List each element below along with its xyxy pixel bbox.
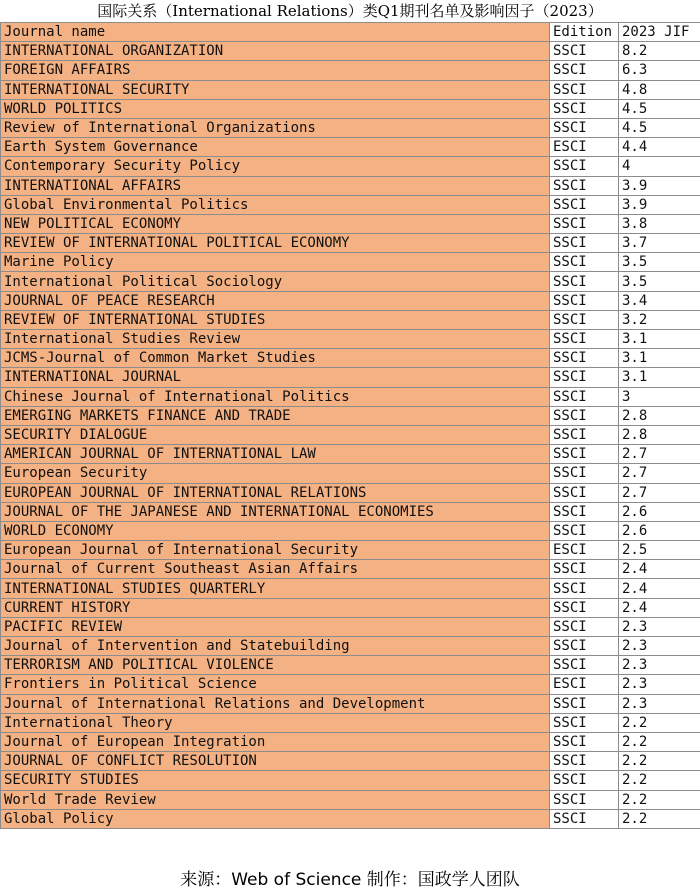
table-row xyxy=(1,61,700,80)
table-row xyxy=(1,349,700,368)
jif-cell: 2.2 xyxy=(619,771,700,790)
jif-cell: 3.8 xyxy=(619,214,700,233)
journal-name-cell: JOURNAL OF CONFLICT RESOLUTION xyxy=(1,752,550,771)
jif-cell: 2.2 xyxy=(619,752,700,771)
edition-cell: SSCI xyxy=(550,80,619,99)
jif-cell: 2.3 xyxy=(619,675,700,694)
edition-cell: SSCI xyxy=(550,598,619,617)
table-row xyxy=(1,195,700,214)
jif-cell: 3 xyxy=(619,387,700,406)
jif-cell: 2.8 xyxy=(619,425,700,444)
jif-cell: 2.2 xyxy=(619,713,700,732)
table-row xyxy=(1,656,700,675)
journal-name-cell: INTERNATIONAL STUDIES QUARTERLY xyxy=(1,579,550,598)
table-row xyxy=(1,272,700,291)
table-row xyxy=(1,790,700,809)
jif-cell: 2.3 xyxy=(619,694,700,713)
jif-cell: 3.4 xyxy=(619,291,700,310)
table-row xyxy=(1,176,700,195)
jif-cell: 2.4 xyxy=(619,579,700,598)
jif-cell: 6.3 xyxy=(619,61,700,80)
journal-name-cell: International Theory xyxy=(1,713,550,732)
edition-cell: SSCI xyxy=(550,406,619,425)
journal-name-cell: PACIFIC REVIEW xyxy=(1,617,550,636)
table-row xyxy=(1,521,700,540)
jif-cell: 8.2 xyxy=(619,42,700,61)
jif-cell: 3.5 xyxy=(619,253,700,272)
journal-name-cell: WORLD POLITICS xyxy=(1,99,550,118)
jif-cell: 3.1 xyxy=(619,330,700,349)
table-row xyxy=(1,675,700,694)
journal-name-cell: International Studies Review xyxy=(1,330,550,349)
journal-name-cell: FOREIGN AFFAIRS xyxy=(1,61,550,80)
edition-cell: SSCI xyxy=(550,732,619,751)
journal-name-cell: INTERNATIONAL SECURITY xyxy=(1,80,550,99)
edition-cell: SSCI xyxy=(550,214,619,233)
table-row xyxy=(1,406,700,425)
jif-cell: 2.2 xyxy=(619,790,700,809)
journal-name-cell: INTERNATIONAL JOURNAL xyxy=(1,368,550,387)
edition-cell: SSCI xyxy=(550,387,619,406)
journal-name-cell: REVIEW OF INTERNATIONAL STUDIES xyxy=(1,310,550,329)
edition-cell: SSCI xyxy=(550,445,619,464)
journal-name-cell: NEW POLITICAL ECONOMY xyxy=(1,214,550,233)
journal-name-cell: INTERNATIONAL ORGANIZATION xyxy=(1,42,550,61)
edition-cell: SSCI xyxy=(550,771,619,790)
table-row xyxy=(1,99,700,118)
table-row xyxy=(1,732,700,751)
edition-cell: SSCI xyxy=(550,521,619,540)
journal-name-cell: EUROPEAN JOURNAL OF INTERNATIONAL RELATIONS xyxy=(1,483,550,502)
table-row xyxy=(1,464,700,483)
journal-name-cell: Journal of Current Southeast Asian Affairs xyxy=(1,560,550,579)
jif-cell: 4 xyxy=(619,157,700,176)
edition-cell: SSCI xyxy=(550,790,619,809)
jif-cell: 3.1 xyxy=(619,368,700,387)
edition-cell: SSCI xyxy=(550,42,619,61)
journal-name-cell: Global Environmental Politics xyxy=(1,195,550,214)
edition-cell: SSCI xyxy=(550,195,619,214)
edition-cell: SSCI xyxy=(550,579,619,598)
journal-name-cell: EMERGING MARKETS FINANCE AND TRADE xyxy=(1,406,550,425)
table-row xyxy=(1,387,700,406)
header-edition: Edition xyxy=(550,23,619,42)
table-row xyxy=(1,234,700,253)
edition-cell: SSCI xyxy=(550,694,619,713)
journal-name-cell: Earth System Governance xyxy=(1,138,550,157)
table-row xyxy=(1,560,700,579)
jif-cell: 2.4 xyxy=(619,560,700,579)
journal-name-cell: JOURNAL OF THE JAPANESE AND INTERNATIONAL ECONOMIES xyxy=(1,502,550,521)
edition-cell: SSCI xyxy=(550,637,619,656)
table-row xyxy=(1,579,700,598)
jif-cell: 2.7 xyxy=(619,464,700,483)
table-row xyxy=(1,310,700,329)
jif-cell: 3.1 xyxy=(619,349,700,368)
table-row xyxy=(1,80,700,99)
edition-cell: SSCI xyxy=(550,425,619,444)
journal-name-cell: European Security xyxy=(1,464,550,483)
journal-table xyxy=(0,22,700,829)
table-row xyxy=(1,713,700,732)
table-row xyxy=(1,541,700,560)
edition-cell: SSCI xyxy=(550,483,619,502)
edition-cell: ESCI xyxy=(550,138,619,157)
table-row xyxy=(1,138,700,157)
jif-cell: 4.5 xyxy=(619,99,700,118)
header-jif: 2023 JIF xyxy=(619,23,700,42)
jif-cell: 3.9 xyxy=(619,176,700,195)
edition-cell: SSCI xyxy=(550,61,619,80)
journal-name-cell: Review of International Organizations xyxy=(1,118,550,137)
journal-name-cell: TERRORISM AND POLITICAL VIOLENCE xyxy=(1,656,550,675)
edition-cell: SSCI xyxy=(550,617,619,636)
edition-cell: SSCI xyxy=(550,656,619,675)
jif-cell: 3.7 xyxy=(619,234,700,253)
table-row xyxy=(1,157,700,176)
jif-cell: 2.2 xyxy=(619,732,700,751)
edition-cell: SSCI xyxy=(550,99,619,118)
journal-name-cell: REVIEW OF INTERNATIONAL POLITICAL ECONOMY xyxy=(1,234,550,253)
jif-cell: 2.3 xyxy=(619,617,700,636)
table-row xyxy=(1,425,700,444)
table-row xyxy=(1,330,700,349)
jif-cell: 3.2 xyxy=(619,310,700,329)
jif-cell: 4.5 xyxy=(619,118,700,137)
edition-cell: SSCI xyxy=(550,560,619,579)
jif-cell: 2.7 xyxy=(619,483,700,502)
jif-cell: 4.8 xyxy=(619,80,700,99)
jif-cell: 3.9 xyxy=(619,195,700,214)
journal-name-cell: World Trade Review xyxy=(1,790,550,809)
table-row xyxy=(1,598,700,617)
journal-name-cell: CURRENT HISTORY xyxy=(1,598,550,617)
edition-cell: SSCI xyxy=(550,310,619,329)
journal-name-cell: SECURITY DIALOGUE xyxy=(1,425,550,444)
jif-cell: 2.6 xyxy=(619,521,700,540)
edition-cell: SSCI xyxy=(550,502,619,521)
edition-cell: ESCI xyxy=(550,541,619,560)
journal-name-cell: Chinese Journal of International Politics xyxy=(1,387,550,406)
table-header-row xyxy=(1,23,700,42)
header-journal-name: Journal name xyxy=(1,23,550,42)
jif-cell: 2.4 xyxy=(619,598,700,617)
source-footer: 来源：Web of Science 制作：国政学人团队 xyxy=(180,870,520,890)
edition-cell: SSCI xyxy=(550,118,619,137)
journal-name-cell: Journal of Intervention and Statebuilding xyxy=(1,637,550,656)
jif-cell: 2.3 xyxy=(619,637,700,656)
table-row xyxy=(1,214,700,233)
table-row xyxy=(1,118,700,137)
table-row xyxy=(1,637,700,656)
jif-cell: 2.3 xyxy=(619,656,700,675)
edition-cell: SSCI xyxy=(550,176,619,195)
journal-name-cell: JCMS-Journal of Common Market Studies xyxy=(1,349,550,368)
jif-cell: 2.6 xyxy=(619,502,700,521)
jif-cell: 3.5 xyxy=(619,272,700,291)
edition-cell: SSCI xyxy=(550,157,619,176)
edition-cell: SSCI xyxy=(550,464,619,483)
table-row xyxy=(1,291,700,310)
journal-name-cell: Frontiers in Political Science xyxy=(1,675,550,694)
journal-name-cell: Contemporary Security Policy xyxy=(1,157,550,176)
journal-name-cell: JOURNAL OF PEACE RESEARCH xyxy=(1,291,550,310)
journal-name-cell: Journal of European Integration xyxy=(1,732,550,751)
journal-name-cell: International Political Sociology xyxy=(1,272,550,291)
table-row xyxy=(1,42,700,61)
table-row xyxy=(1,253,700,272)
journal-name-cell: Global Policy xyxy=(1,809,550,828)
journal-name-cell: Journal of International Relations and Development xyxy=(1,694,550,713)
journal-name-cell: Marine Policy xyxy=(1,253,550,272)
jif-cell: 2.2 xyxy=(619,809,700,828)
table-row xyxy=(1,617,700,636)
table-row xyxy=(1,483,700,502)
table-row xyxy=(1,445,700,464)
edition-cell: SSCI xyxy=(550,234,619,253)
table-row xyxy=(1,809,700,828)
journal-name-cell: AMERICAN JOURNAL OF INTERNATIONAL LAW xyxy=(1,445,550,464)
edition-cell: SSCI xyxy=(550,713,619,732)
edition-cell: SSCI xyxy=(550,349,619,368)
edition-cell: SSCI xyxy=(550,330,619,349)
edition-cell: SSCI xyxy=(550,809,619,828)
edition-cell: SSCI xyxy=(550,752,619,771)
table-row xyxy=(1,502,700,521)
table-row xyxy=(1,694,700,713)
journal-name-cell: SECURITY STUDIES xyxy=(1,771,550,790)
table-row xyxy=(1,771,700,790)
edition-cell: SSCI xyxy=(550,368,619,387)
jif-cell: 2.5 xyxy=(619,541,700,560)
jif-cell: 4.4 xyxy=(619,138,700,157)
edition-cell: SSCI xyxy=(550,253,619,272)
jif-cell: 2.8 xyxy=(619,406,700,425)
edition-cell: SSCI xyxy=(550,291,619,310)
journal-name-cell: European Journal of International Security xyxy=(1,541,550,560)
table-row xyxy=(1,752,700,771)
edition-cell: ESCI xyxy=(550,675,619,694)
table-row xyxy=(1,368,700,387)
jif-cell: 2.7 xyxy=(619,445,700,464)
edition-cell: SSCI xyxy=(550,272,619,291)
journal-name-cell: INTERNATIONAL AFFAIRS xyxy=(1,176,550,195)
page-title: 国际关系（International Relations）类Q1期刊名单及影响因子（2023） xyxy=(97,2,603,20)
journal-name-cell: WORLD ECONOMY xyxy=(1,521,550,540)
